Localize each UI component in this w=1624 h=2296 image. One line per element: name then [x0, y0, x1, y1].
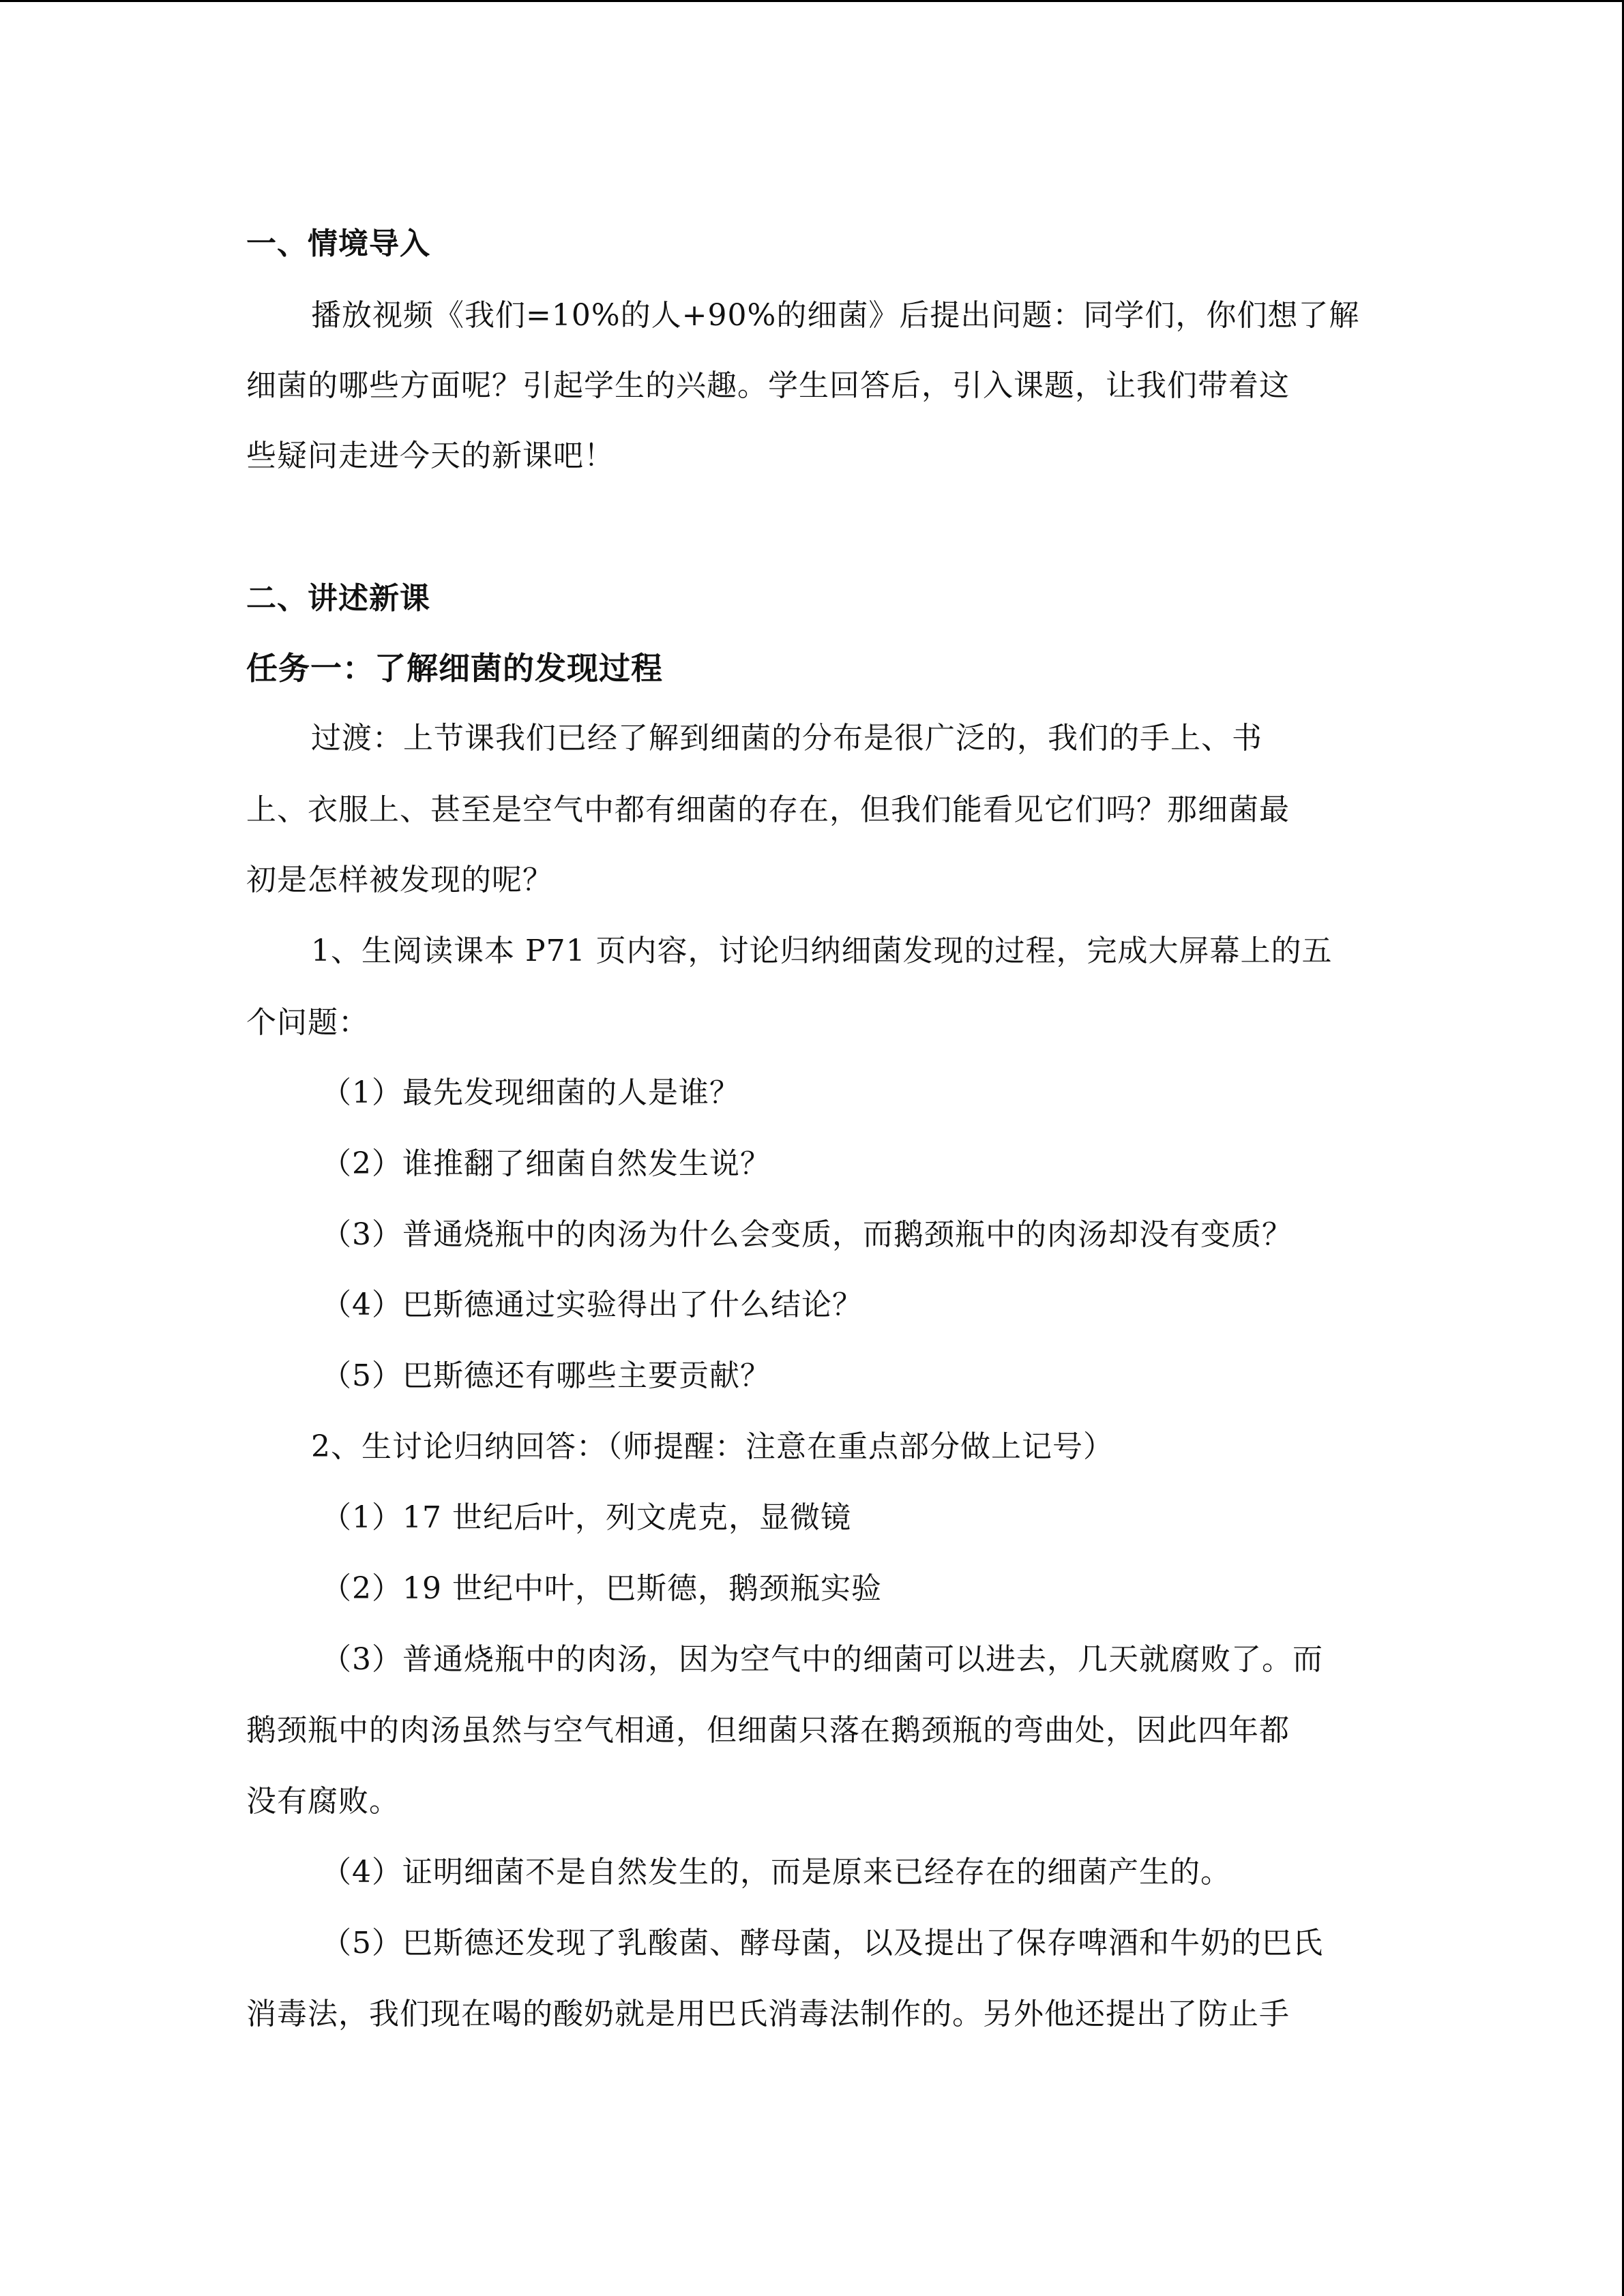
section-heading-new-lesson: 二、讲述新课 [246, 581, 430, 616]
paragraph-line: 1、生阅读课本 P71 页内容，讨论归纳细菌发现的过程，完成大屏幕上的五 [311, 934, 1333, 968]
paragraph-line: 个问题： [246, 1005, 369, 1040]
answer-item: （4）证明细菌不是自然发生的，而是原来已经存在的细菌产生的。 [321, 1855, 1231, 1890]
answer-continuation: 鹅颈瓶中的肉汤虽然与空气相通，但细菌只落在鹅颈瓶的弯曲处，因此四年都 [246, 1713, 1290, 1748]
answer-item: （2）19 世纪中叶，巴斯德，鹅颈瓶实验 [321, 1571, 882, 1606]
paragraph-line: 播放视频《我们=10%的人+90%的细菌》后提出问题：同学们，你们想了解 [311, 298, 1360, 333]
question-item: （1）最先发现细菌的人是谁？ [321, 1075, 740, 1110]
paragraph-line: 细菌的哪些方面呢？引起学生的兴趣。学生回答后，引入课题，让我们带着这 [246, 368, 1290, 403]
task-title: 任务一：了解细菌的发现过程 [246, 650, 663, 687]
answer-continuation: 消毒法，我们现在喝的酸奶就是用巴氏消毒法制作的。另外他还提出了防止手 [246, 1997, 1290, 2031]
answer-continuation: 没有腐败。 [246, 1784, 400, 1819]
question-item: （3）普通烧瓶中的肉汤为什么会变质，而鹅颈瓶中的肉汤却没有变质？ [321, 1217, 1293, 1252]
answer-item: （3）普通烧瓶中的肉汤，因为空气中的细菌可以进去，几天就腐败了。而 [321, 1642, 1323, 1677]
paragraph-line: 过渡：上节课我们已经了解到细菌的分布是很广泛的，我们的手上、书 [311, 721, 1263, 756]
paragraph-line: 2、生讨论归纳回答：（师提醒：注意在重点部分做上记号） [311, 1429, 1114, 1464]
paragraph-line: 初是怎样被发现的呢？ [246, 863, 553, 897]
answer-item: （1）17 世纪后叶，列文虎克，显微镜 [321, 1500, 851, 1535]
question-item: （2）谁推翻了细菌自然发生说？ [321, 1146, 771, 1181]
section-heading-situation-intro: 一、情境导入 [246, 226, 430, 261]
paragraph-line: 上、衣服上、甚至是空气中都有细菌的存在，但我们能看见它们吗？那细菌最 [246, 792, 1290, 827]
answer-item: （5）巴斯德还发现了乳酸菌、酵母菌，以及提出了保存啤酒和牛奶的巴氏 [321, 1926, 1323, 1960]
question-item: （5）巴斯德还有哪些主要贡献？ [321, 1358, 771, 1393]
question-item: （4）巴斯德通过实验得出了什么结论？ [321, 1287, 863, 1322]
paragraph-line: 些疑问走进今天的新课吧！ [246, 438, 615, 473]
